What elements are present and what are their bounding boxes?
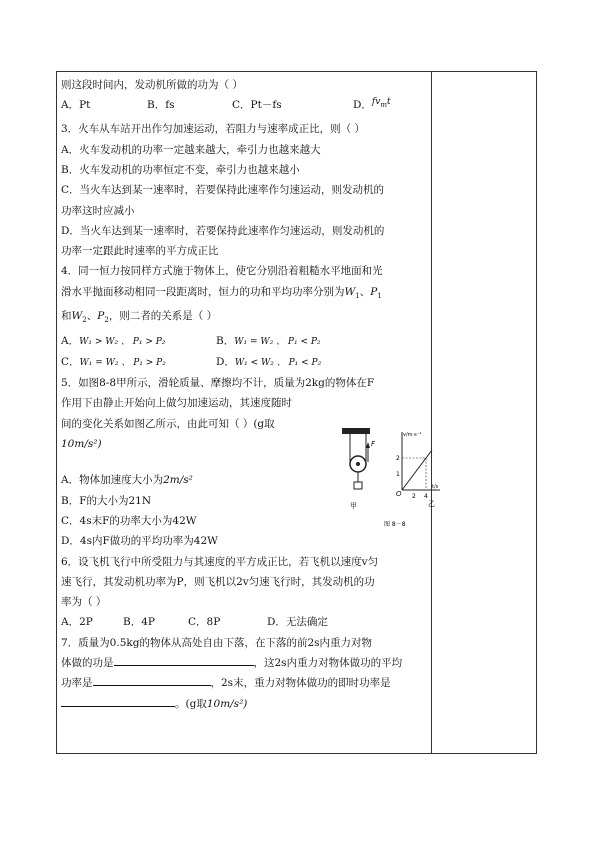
label-jia: 甲 — [350, 502, 357, 510]
q4-line1: 4．同一恒力按同样方式施于物体上，使它分别沿着粗糙水平地面和光 — [61, 265, 383, 278]
q4-line2: 滑水平抛面移动相同一段距离时，恒力的功和平均功率分别为$W_1$、$P_1$ — [61, 285, 382, 300]
q4-option-d: D． — [216, 355, 235, 368]
q2-options — [61, 95, 427, 119]
q4-option-d-math: W₁ < W₂ 、 P₁ < P₂ — [234, 357, 322, 368]
q5-option-b: B．F的大小为21N — [61, 494, 152, 507]
q6-line3: 率为（ ） — [61, 596, 107, 609]
t-tick-2: 2 — [412, 493, 416, 500]
origin-label: O — [396, 490, 402, 498]
q4-options-ab — [61, 331, 427, 352]
figure-8-8 — [340, 424, 444, 530]
q3-stem: 3．火车从车站开出作匀加速运动，若阻力与速率成正比，则（ ） — [61, 123, 366, 136]
q2-stem: 则这段时间内，发动机所做的功为（ ） — [61, 79, 243, 91]
q5-line4: 10m/s²) — [61, 438, 102, 451]
t-tick-4: 4 — [424, 493, 428, 500]
q4-option-b: B． — [216, 334, 235, 347]
q5-line3: 间的变化关系如图乙所示，由此可知（ ）(g取 — [61, 417, 275, 430]
q6-line1: 6．设飞机飞行中所受阻力与其速度的平方成正比，若飞机以速度v匀 — [61, 555, 379, 568]
pulley-axle — [356, 462, 360, 466]
q3-option-b: B．火车发动机的功率恒定不变，牵引力也越来越小 — [61, 163, 300, 176]
q3-option-a: A．火车发动机的功率一定越来越大，牵引力也越来越大 — [61, 143, 321, 156]
q7-line3: 功率是 ，2s末，重力对物体做功的即时功率是 — [61, 673, 427, 693]
mass-block — [354, 482, 362, 489]
q6-options: A．2P B．4P C．8P D．无法确定 — [61, 616, 328, 629]
q5-option-a: A．物体加速度大小为2m/s² — [61, 474, 193, 487]
q5-line2: 作用下由静止开始向上做匀加速运动，其速度随时 — [61, 397, 292, 410]
q4-option-a: A． — [61, 334, 80, 347]
v-tick-2: 2 — [396, 455, 400, 462]
q4-option-c-math: W₁ = W₂ 、 P₁ > P₂ — [79, 357, 166, 368]
q7-line2: 体做的功是 ，这2s内重力对物体做功的平均 — [61, 653, 427, 673]
q5-option-c: C．4s末F的功率大小为42W — [61, 514, 197, 527]
label-yi: 乙 — [428, 500, 435, 508]
q3-option-c-line2: 功率这时应减小 — [61, 204, 135, 217]
v-tick-1: 1 — [396, 471, 400, 478]
q5-option-d: D．4s内F做功的平均功率为42W — [61, 535, 218, 548]
q3-option-d-line1: D．当火车达到某一速率时，若要保持此速率作匀速运动，则发动机的 — [61, 224, 385, 237]
t-axis-label: t/s — [432, 484, 439, 490]
q4-option-a-math: W₁ > W₂ 、 P₁ > P₂ — [79, 336, 166, 347]
ceiling-bar — [342, 428, 370, 434]
q2-option-c: C．Pt－fs — [232, 99, 282, 112]
force-label: F — [371, 440, 376, 448]
q2-option-d-formula: $fv_mt$ — [371, 97, 391, 110]
q2-option-b: B．fs — [147, 99, 175, 112]
q6-line2: 速飞行，其发动机功率为P，则飞机以2v匀速飞行时，其发动机的功 — [61, 575, 375, 588]
q5-line1: 5．如图8-8甲所示，滑轮质量、摩擦均不计，质量为2kg的物体在F — [61, 377, 375, 390]
question-content — [61, 75, 427, 714]
answer-blank[interactable] — [61, 694, 175, 707]
q3-option-d-line2: 功率一定跟此时速率的平方成正比 — [61, 245, 219, 258]
answer-blank[interactable] — [93, 673, 211, 686]
q2-option-d: D． — [353, 99, 372, 112]
q7-line4: 。(g取10m/s²) — [61, 694, 427, 714]
q4-options-cd — [61, 352, 427, 373]
column-divider — [431, 71, 432, 754]
v-t-line — [402, 450, 432, 490]
force-arrowhead — [366, 442, 370, 448]
v-axis-label: v/m·s⁻¹ — [403, 432, 422, 438]
answer-blank[interactable] — [114, 653, 254, 666]
q7-line1: 7．质量为0.5kg的物体从高处自由下落，在下落的前2s内重力对物 — [61, 636, 373, 649]
q4-option-b-math: W₁ = W₂ 、 P₁ < P₂ — [234, 336, 321, 347]
q4-option-c: C． — [61, 355, 80, 368]
q4-line3: 和$W_2$、$P_2$，则二者的关系是（ ） — [61, 310, 218, 325]
q3-option-c-line1: C．当火车达到某一速率时，若要保持此速率作匀速运动，则发动机的 — [61, 184, 385, 197]
q2-option-a: A．Pt — [61, 99, 91, 112]
figure-caption: 图 8－8 — [384, 521, 406, 528]
